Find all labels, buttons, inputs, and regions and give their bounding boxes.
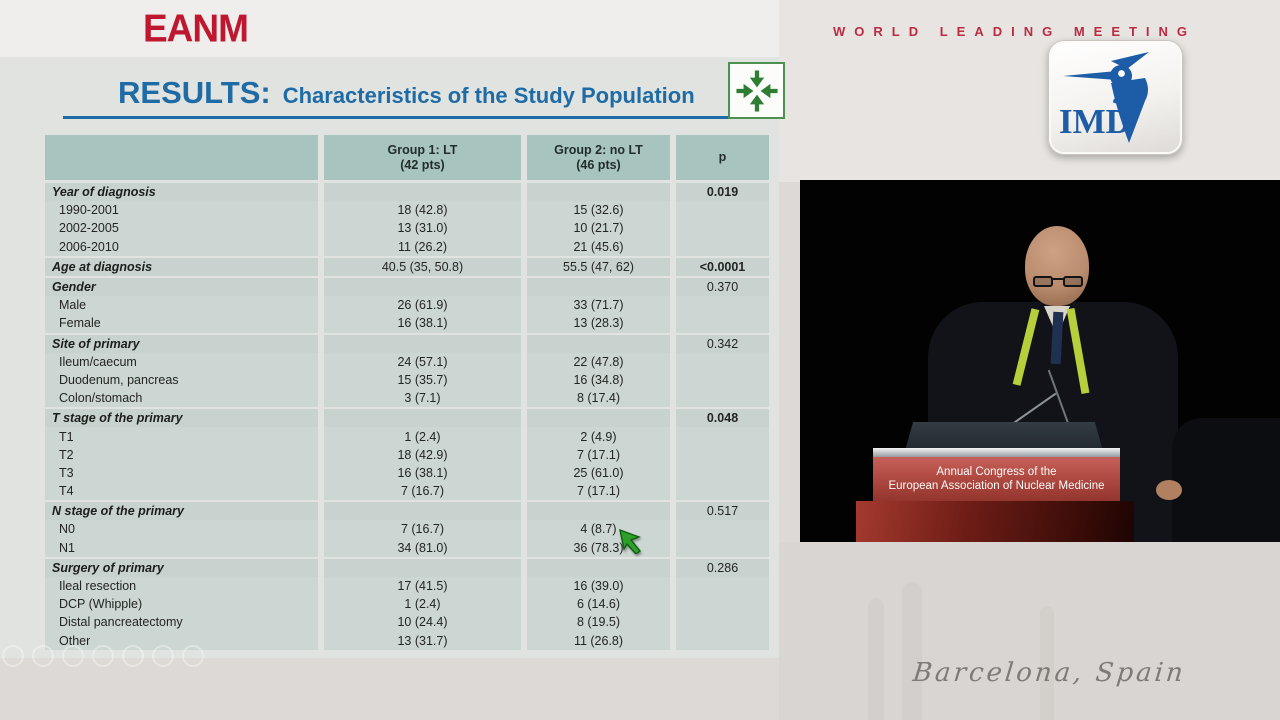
- table-row: [45, 389, 769, 407]
- table-cell: [676, 371, 769, 389]
- speaker-glasses: [1033, 276, 1083, 288]
- sagrada-familia-watermark: [868, 598, 884, 720]
- table-cell: Year of diagnosis: [45, 183, 318, 201]
- title-underline: [63, 116, 746, 119]
- table-cell: Duodenum, pancreas: [45, 371, 318, 389]
- podium-banner-line1: Annual Congress of the: [936, 465, 1057, 478]
- table-cell: [676, 389, 769, 407]
- table-cell: 21 (45.6): [527, 238, 670, 256]
- table-header-cell: [676, 135, 769, 180]
- table-cell: 10 (21.7): [527, 219, 670, 237]
- table-row: [45, 520, 769, 538]
- eanm-logo: EANM: [143, 7, 248, 50]
- table-cell: [676, 632, 769, 650]
- slide-title-sub: Characteristics of the Study Population: [282, 83, 695, 108]
- table-cell: [676, 314, 769, 332]
- table-cell: 16 (34.8): [527, 371, 670, 389]
- slide-title: [118, 75, 695, 111]
- player-control-icon[interactable]: [182, 645, 204, 667]
- table-section-row: [45, 335, 769, 353]
- table-row: [45, 595, 769, 613]
- table-cell: 7 (17.1): [527, 446, 670, 464]
- table-cell: 0.517: [676, 502, 769, 520]
- sagrada-familia-watermark: [902, 582, 922, 720]
- table-cell: 2 (4.9): [527, 427, 670, 445]
- table-cell: 10 (24.4): [324, 613, 521, 631]
- table-cell: Ileal resection: [45, 577, 318, 595]
- collapse-arrows-icon: [732, 66, 782, 116]
- table-cell: 0.286: [676, 559, 769, 577]
- table-section-row: [45, 559, 769, 577]
- table-row: [45, 427, 769, 445]
- table-cell: N1: [45, 539, 318, 557]
- player-control-icon[interactable]: [92, 645, 114, 667]
- slide-title-main: RESULTS:: [118, 75, 271, 110]
- table-row: [45, 238, 769, 256]
- table-cell: [676, 219, 769, 237]
- table-row: [45, 371, 769, 389]
- table-cell: 16 (38.1): [324, 314, 521, 332]
- table-section-row: [45, 278, 769, 296]
- table-cell: [324, 278, 521, 296]
- world-leading-meeting-text: WORLD LEADING MEETING: [833, 24, 1197, 39]
- player-watermark-controls: [2, 645, 204, 667]
- table-cell: [676, 353, 769, 371]
- table-cell: 16 (38.1): [324, 464, 521, 482]
- table-row: [45, 219, 769, 237]
- table-cell: T stage of the primary: [45, 409, 318, 427]
- right-bottom-background: [779, 542, 1280, 720]
- table-cell: 40.5 (35, 50.8): [324, 258, 521, 276]
- podium-banner-line2: European Association of Nuclear Medicine: [888, 480, 1105, 492]
- player-control-icon[interactable]: [62, 645, 84, 667]
- table-row: [45, 482, 769, 500]
- table-cell: [676, 427, 769, 445]
- player-control-icon[interactable]: [2, 645, 24, 667]
- table-row: [45, 446, 769, 464]
- table-cell: Site of primary: [45, 335, 318, 353]
- table-cell: 0.370: [676, 278, 769, 296]
- table-cell: [676, 238, 769, 256]
- collapse-arrows-button[interactable]: [728, 62, 785, 119]
- table-section-row: [45, 409, 769, 427]
- table-cell: 22 (47.8): [527, 353, 670, 371]
- table-cell: [676, 613, 769, 631]
- table-cell: [676, 595, 769, 613]
- table-cell: [676, 446, 769, 464]
- table-cell: 25 (61.0): [527, 464, 670, 482]
- table-row: [45, 539, 769, 557]
- table-cell: [324, 502, 521, 520]
- kingfisher-bird-icon: [1055, 45, 1175, 149]
- table-cell: [527, 183, 670, 201]
- table-header-cell: [45, 135, 318, 180]
- table-cell: Female: [45, 314, 318, 332]
- player-control-icon[interactable]: [32, 645, 54, 667]
- table-cell: Distal pancreatectomy: [45, 613, 318, 631]
- table-cell: T3: [45, 464, 318, 482]
- header-line: (42 pts): [400, 157, 445, 172]
- location-script-text: Barcelona, Spain: [911, 658, 1188, 688]
- table-cell: 8 (19.5): [527, 613, 670, 631]
- table-row: [45, 314, 769, 332]
- table-cell: [527, 335, 670, 353]
- table-cell: 0.048: [676, 409, 769, 427]
- table-cell: [527, 502, 670, 520]
- table-cell: 3 (7.1): [324, 389, 521, 407]
- table-cell: Other: [45, 632, 318, 650]
- table-cell: 6 (14.6): [527, 595, 670, 613]
- table-row: [45, 613, 769, 631]
- imd-congress-logo: [1048, 40, 1183, 155]
- table-cell: 13 (31.7): [324, 632, 521, 650]
- top-strip: [0, 0, 779, 57]
- table-cell: 2006-2010: [45, 238, 318, 256]
- table-cell: Colon/stomach: [45, 389, 318, 407]
- table-row: [45, 201, 769, 219]
- table-cell: T4: [45, 482, 318, 500]
- player-control-icon[interactable]: [152, 645, 174, 667]
- table-cell: [324, 335, 521, 353]
- table-cell: [324, 409, 521, 427]
- table-row: [45, 353, 769, 371]
- table-cell: [676, 520, 769, 538]
- table-cell: [527, 559, 670, 577]
- table-cell: 0.019: [676, 183, 769, 201]
- table-row: [45, 577, 769, 595]
- table-cell: <0.0001: [676, 258, 769, 276]
- table-row: [45, 464, 769, 482]
- table-cell: 4 (8.7): [527, 520, 670, 538]
- table-cell: 33 (71.7): [527, 296, 670, 314]
- table-cell: 18 (42.9): [324, 446, 521, 464]
- table-cell: 17 (41.5): [324, 577, 521, 595]
- table-header-cell: [527, 135, 670, 180]
- table-cell: 8 (17.4): [527, 389, 670, 407]
- table-cell: 2002-2005: [45, 219, 318, 237]
- presentation-slide: [0, 57, 779, 658]
- player-control-icon[interactable]: [122, 645, 144, 667]
- table-cell: [676, 464, 769, 482]
- table-cell: 11 (26.2): [324, 238, 521, 256]
- study-population-table: [45, 135, 769, 650]
- speaker-video-feed: [800, 180, 1280, 542]
- table-cell: [324, 559, 521, 577]
- podium-banner-trim: [873, 448, 1120, 457]
- table-cell: DCP (Whipple): [45, 595, 318, 613]
- table-cell: N stage of the primary: [45, 502, 318, 520]
- table-cell: 26 (61.9): [324, 296, 521, 314]
- imd-logo-text: IMD: [1059, 102, 1131, 141]
- table-cell: 7 (16.7): [324, 520, 521, 538]
- table-cell: 7 (17.1): [527, 482, 670, 500]
- table-cell: [676, 577, 769, 595]
- table-cell: 24 (57.1): [324, 353, 521, 371]
- table-header-row: [45, 135, 769, 180]
- table-cell: Age at diagnosis: [45, 258, 318, 276]
- table-cell: 15 (35.7): [324, 371, 521, 389]
- table-cell: 34 (81.0): [324, 539, 521, 557]
- table-cell: [676, 296, 769, 314]
- table-cell: 7 (16.7): [324, 482, 521, 500]
- table-section-row: [45, 502, 769, 520]
- table-cell: 0.342: [676, 335, 769, 353]
- table-cell: Surgery of primary: [45, 559, 318, 577]
- table-cell: [676, 201, 769, 219]
- table-cell: Male: [45, 296, 318, 314]
- table-cell: 1 (2.4): [324, 427, 521, 445]
- podium-banner: [873, 457, 1120, 501]
- table-cell: 15 (32.6): [527, 201, 670, 219]
- table-cell: 18 (42.8): [324, 201, 521, 219]
- speaker-hand: [1156, 480, 1182, 500]
- table-cell: 1 (2.4): [324, 595, 521, 613]
- table-header-cell: [324, 135, 521, 180]
- pointer-arrow-cursor: [617, 527, 644, 559]
- table-cell: 11 (26.8): [527, 632, 670, 650]
- table-cell: [676, 539, 769, 557]
- table-cell: N0: [45, 520, 318, 538]
- table-cell: T2: [45, 446, 318, 464]
- header-line: Group 2: no LT: [554, 142, 643, 157]
- table-cell: 55.5 (47, 62): [527, 258, 670, 276]
- header-line: p: [718, 150, 727, 164]
- table-cell: Gender: [45, 278, 318, 296]
- header-line: Group 1: LT: [387, 142, 458, 157]
- table-section-row: [45, 258, 769, 276]
- speaker-arm: [1172, 418, 1280, 542]
- table-cell: 36 (78.3): [527, 539, 670, 557]
- table-cell: [676, 482, 769, 500]
- table-cell: Ileum/caecum: [45, 353, 318, 371]
- table-section-row: [45, 183, 769, 201]
- podium-body: [856, 501, 1134, 542]
- table-cell: 16 (39.0): [527, 577, 670, 595]
- header-line: (46 pts): [576, 157, 621, 172]
- table-cell: [527, 278, 670, 296]
- table-cell: 1990-2001: [45, 201, 318, 219]
- table-cell: [324, 183, 521, 201]
- table-row: [45, 296, 769, 314]
- table-cell: 13 (31.0): [324, 219, 521, 237]
- table-cell: T1: [45, 427, 318, 445]
- study-table-rows: [45, 183, 769, 650]
- speaker-head: [1025, 226, 1089, 306]
- table-cell: 13 (28.3): [527, 314, 670, 332]
- table-cell: [527, 409, 670, 427]
